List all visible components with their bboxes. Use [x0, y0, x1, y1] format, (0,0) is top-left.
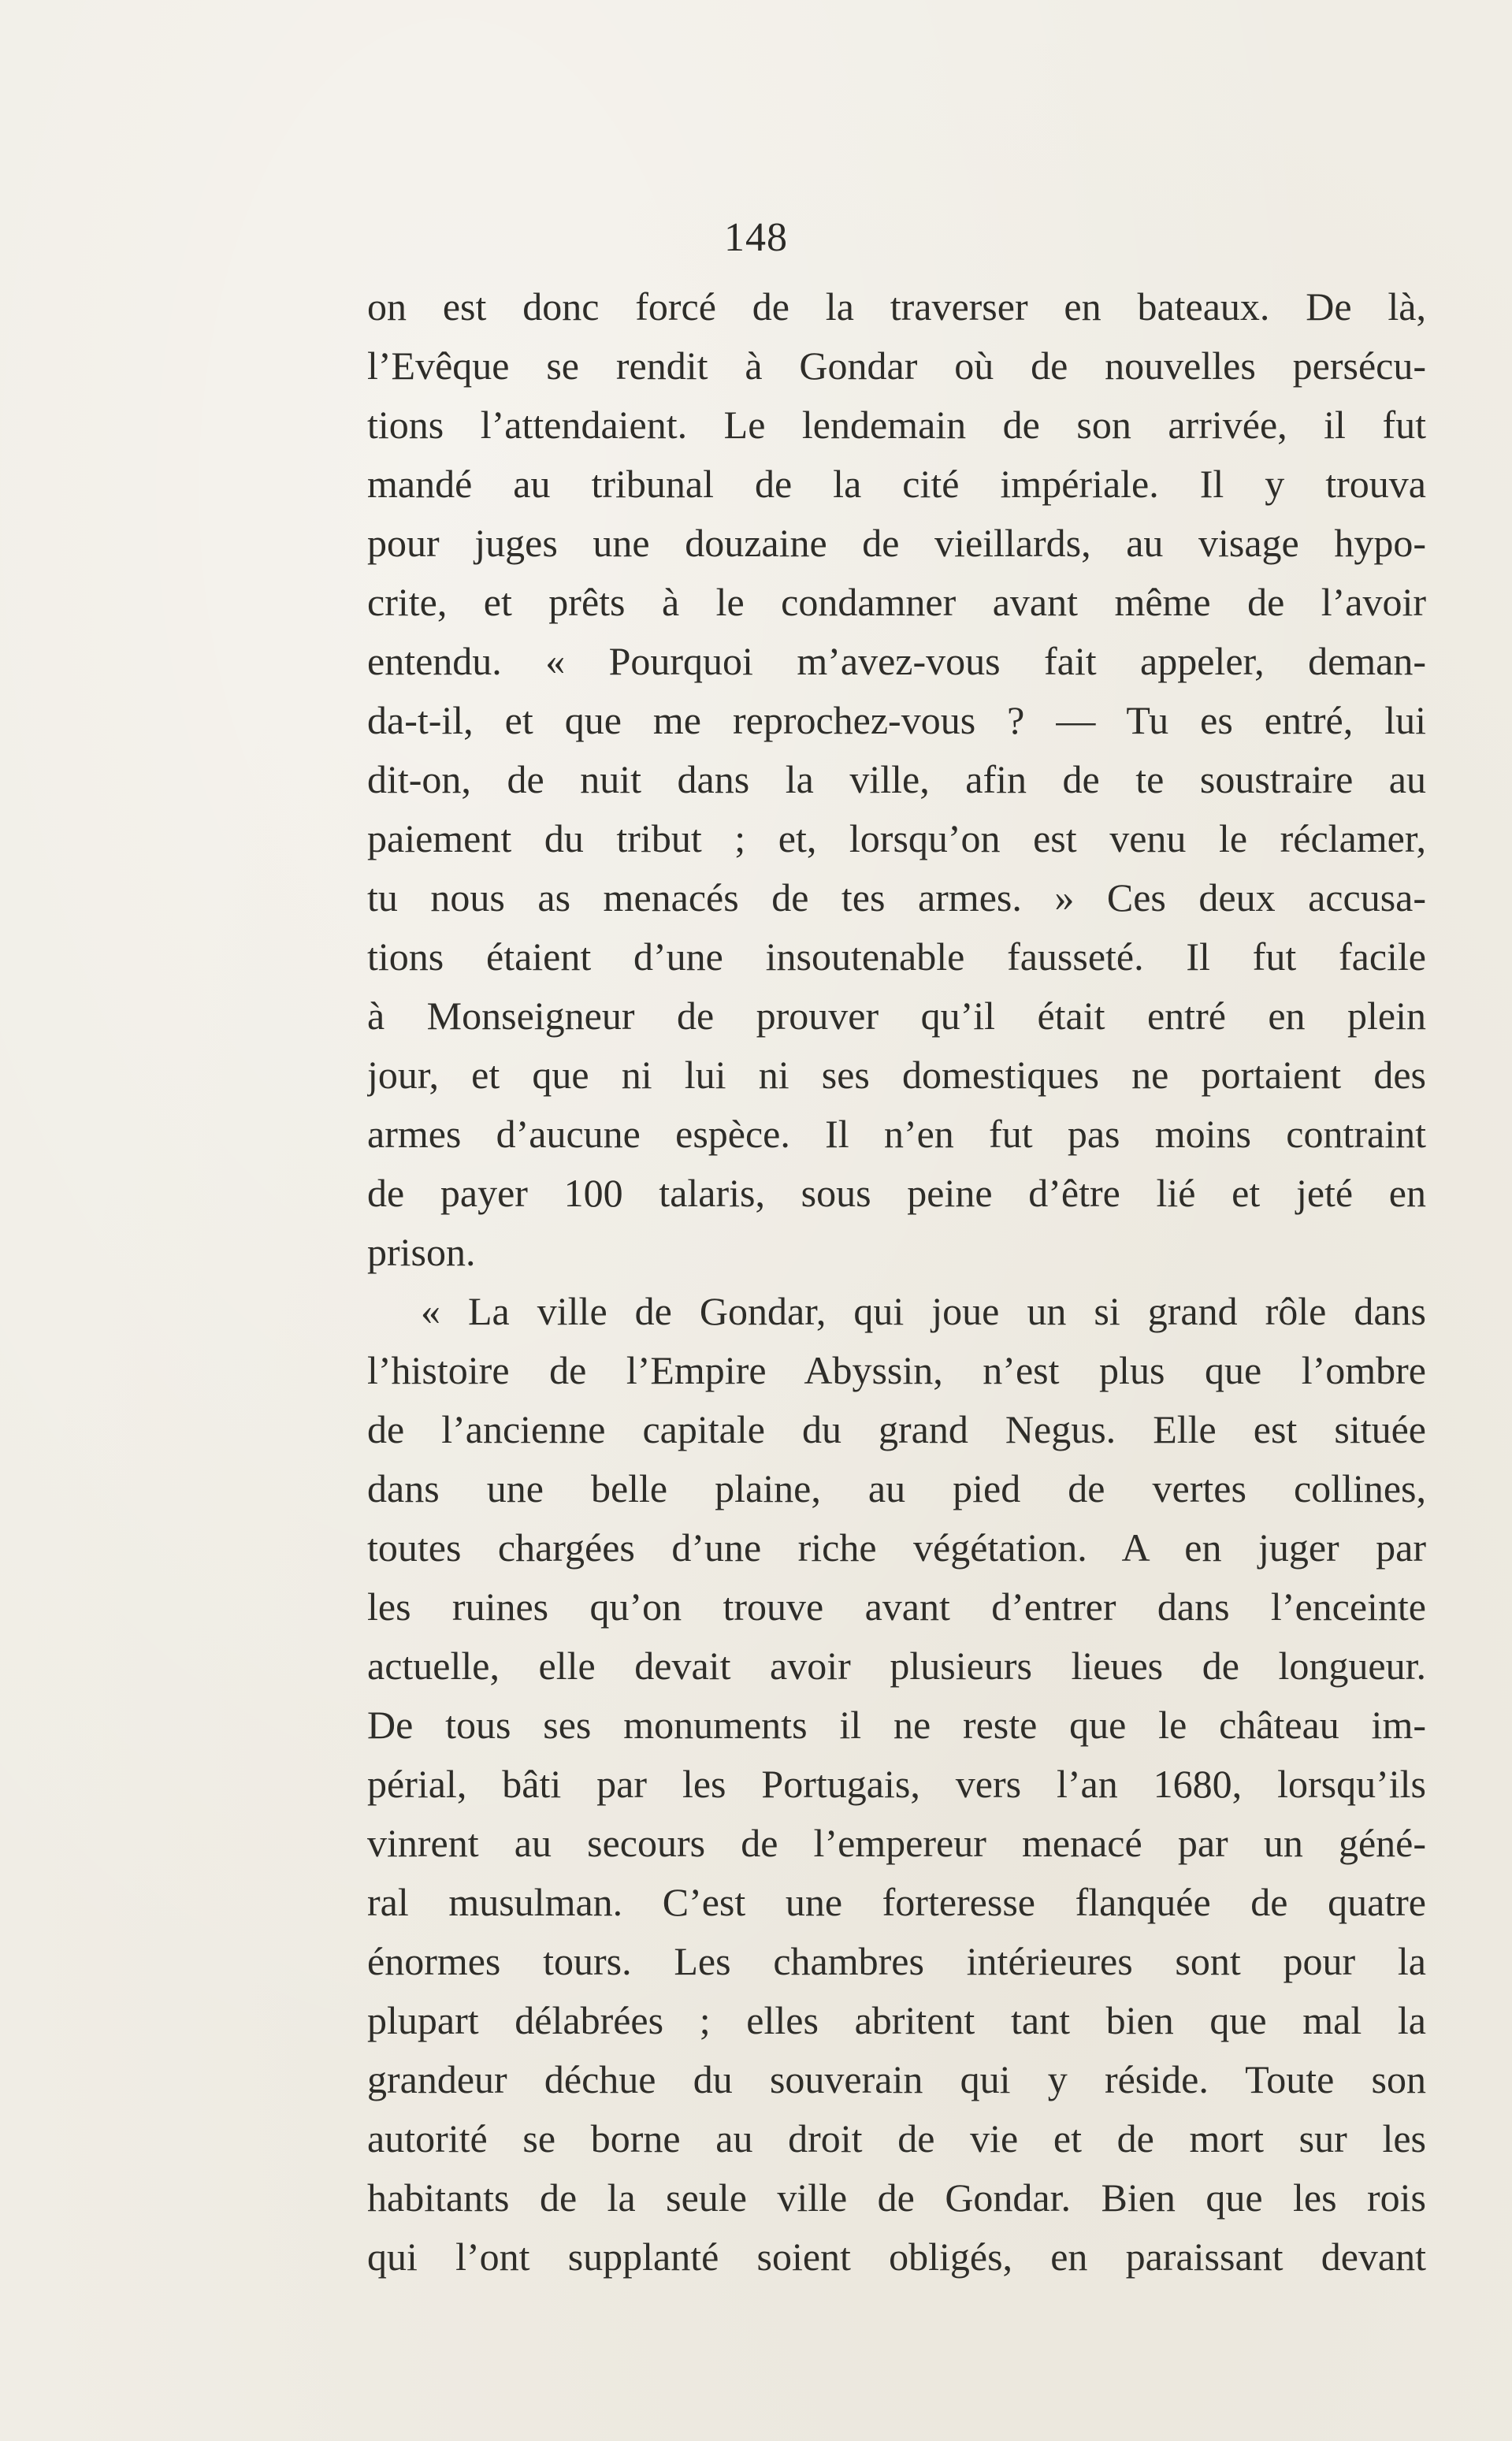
text-line: vinrent au secours de l’empereur menacé par un géné- — [367, 1821, 1426, 1865]
text-line: armes d’aucune espèce. Il n’en fut pas moins contraint — [367, 1112, 1426, 1156]
text-line: jour, et que ni lui ni ses domestiques ne portaient des — [367, 1053, 1426, 1097]
text-line: dit-on, de nuit dans la ville, afin de te soustraire au — [367, 757, 1426, 801]
text-line: crite, et prêts à le condamner avant même de l’avoir — [367, 580, 1426, 624]
text-line: périal, bâti par les Portugais, vers l’an 1680, lorsqu’ils — [367, 1762, 1426, 1806]
paragraph-1 — [367, 277, 1426, 1282]
body-text — [367, 277, 1426, 2287]
text-line: de payer 100 talaris, sous peine d’être lié et jeté en — [367, 1171, 1426, 1215]
text-line: De tous ses monuments il ne reste que le château im- — [367, 1703, 1426, 1747]
text-line: grandeur déchue du souverain qui y réside. Toute son — [367, 2057, 1426, 2101]
text-line: prison. — [367, 1230, 476, 1274]
text-line: dans une belle plaine, au pied de vertes collines, — [367, 1466, 1426, 1510]
text-line: on est donc forcé de la traverser en bateaux. De là, — [367, 284, 1426, 329]
text-line: tu nous as menacés de tes armes. » Ces deux accusa- — [367, 875, 1426, 920]
text-line: autorité se borne au droit de vie et de mort sur les — [367, 2116, 1426, 2160]
text-line: pour juges une douzaine de vieillards, au visage hypo- — [367, 521, 1426, 565]
text-line: de l’ancienne capitale du grand Negus. Elle est située — [367, 1407, 1426, 1451]
text-line: tions étaient d’une insoutenable fausseté. Il fut facile — [367, 934, 1426, 979]
text-line: actuelle, elle devait avoir plusieurs lieues de longueur. — [367, 1644, 1426, 1688]
text-line: qui l’ont supplanté soient obligés, en paraissant devant — [367, 2235, 1426, 2279]
text-line: les ruines qu’on trouve avant d’entrer dans l’enceinte — [367, 1585, 1426, 1629]
text-line: paiement du tribut ; et, lorsqu’on est venu le réclamer, — [367, 816, 1426, 860]
text-line: ral musulman. C’est une forteresse flanquée de quatre — [367, 1880, 1426, 1924]
text-line: tions l’attendaient. Le lendemain de son arrivée, il fut — [367, 403, 1426, 447]
text-line: à Monseigneur de prouver qu’il était entré en plein — [367, 994, 1426, 1038]
text-line: toutes chargées d’une riche végétation. A en juger par — [367, 1525, 1426, 1570]
paragraph-2 — [367, 1282, 1426, 2287]
text-line: l’Evêque se rendit à Gondar où de nouvelles persécu- — [367, 344, 1426, 388]
page-number: 148 — [724, 215, 788, 260]
text-line: mandé au tribunal de la cité impériale. Il y trouva — [367, 462, 1426, 506]
text-line: l’histoire de l’Empire Abyssin, n’est plus que l’ombre — [367, 1348, 1426, 1392]
text-line: habitants de la seule ville de Gondar. Bien que les rois — [367, 2175, 1426, 2220]
text-line: plupart délabrées ; elles abritent tant bien que mal la — [367, 1998, 1426, 2042]
text-line: entendu. « Pourquoi m’avez-vous fait appeler, deman- — [367, 639, 1426, 683]
text-line: énormes tours. Les chambres intérieures sont pour la — [367, 1939, 1426, 1983]
text-line: da-t-il, et que me reprochez-vous ? — Tu es entré, lui — [367, 698, 1426, 742]
text-line: « La ville de Gondar, qui joue un si grand rôle dans — [421, 1289, 1426, 1333]
